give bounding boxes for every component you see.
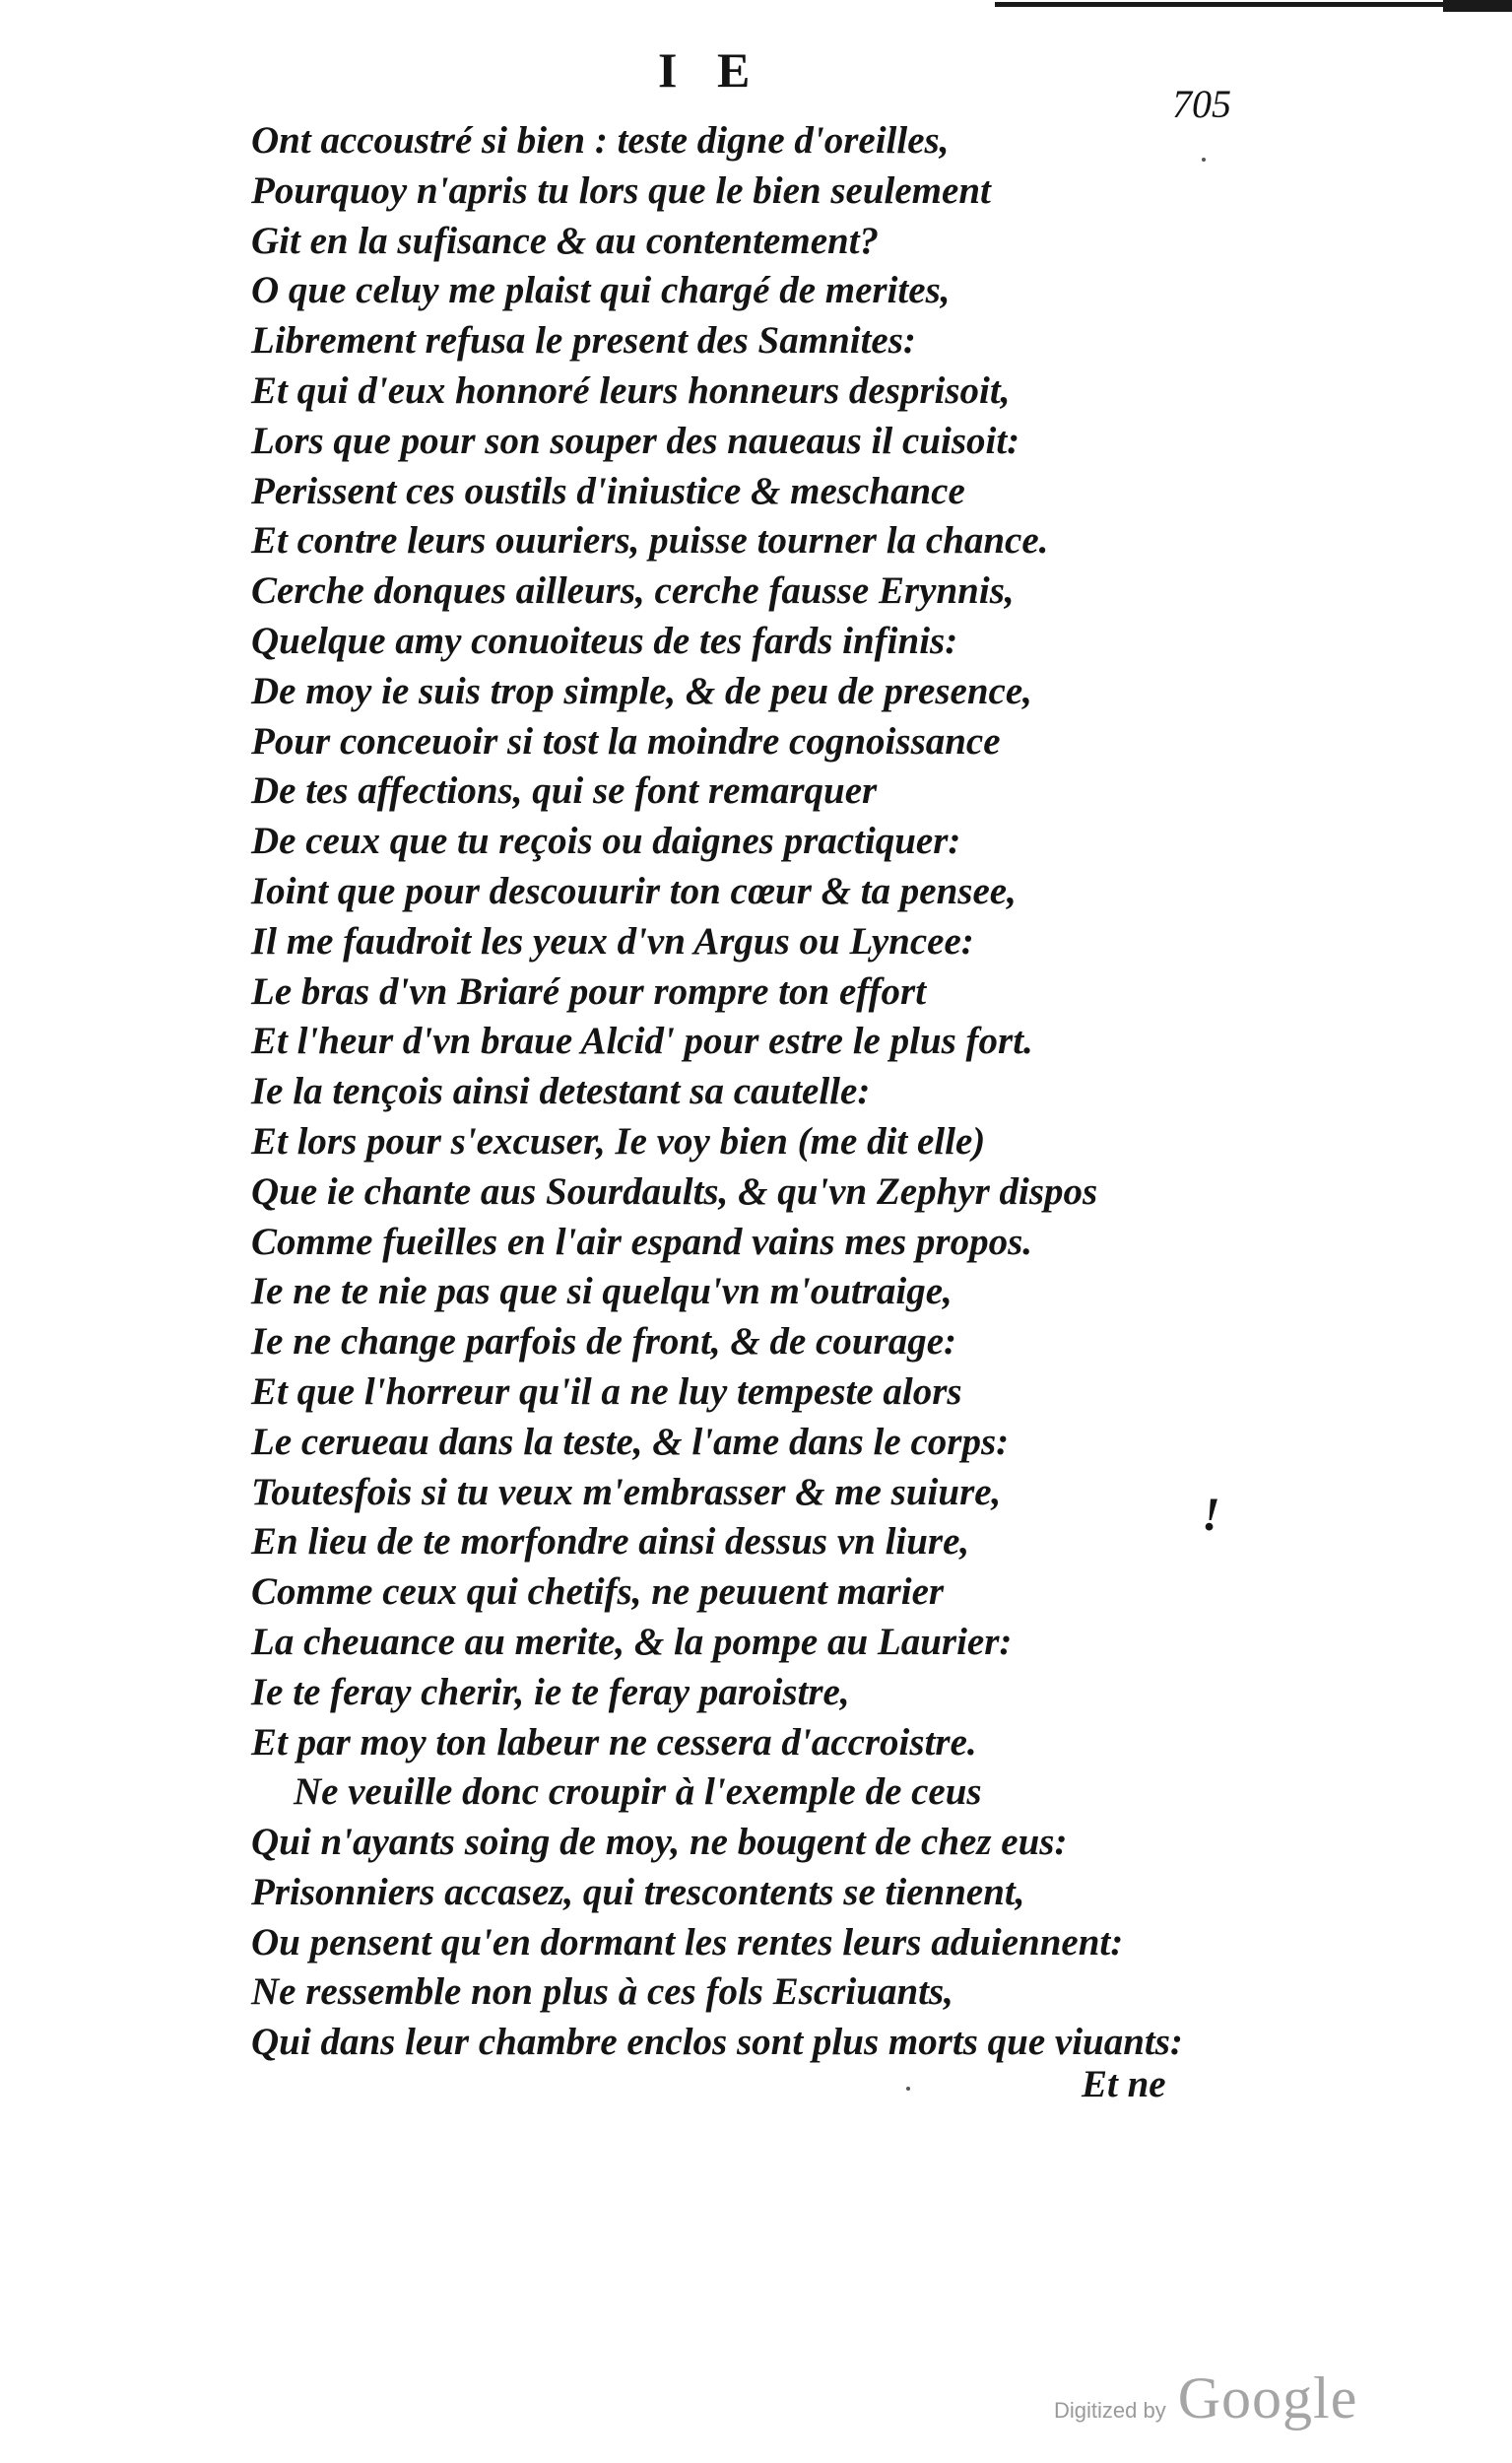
running-header: I E: [658, 42, 764, 98]
watermark-prefix: Digitized by: [1054, 2398, 1166, 2423]
poem-line: Comme fueilles en l'air espand vains mes propos.: [251, 1220, 1033, 1263]
poem-line: Cerche donques ailleurs, cerche fausse Erynnis,: [251, 569, 1015, 613]
poem-line: Qui dans leur chambre enclos sont plus morts que viuants:: [251, 2021, 1183, 2064]
poem-line: Et lors pour s'excuser, Ie voy bien (me dit elle): [251, 1119, 986, 1163]
poem-line: Quelque amy conuoiteus de tes fards infinis:: [251, 619, 958, 662]
poem-line: Pour conceuoir si tost la moindre cognoissance: [251, 719, 1001, 763]
poem-line: De tes affections, qui se font remarquer: [251, 769, 878, 813]
poem-line: Le cerueau dans la teste, & l'ame dans le corps:: [251, 1420, 1010, 1463]
poem-line: Qui n'ayants soing de moy, ne bougent de chez eus:: [251, 1821, 1068, 1864]
poem-text: [251, 116, 1295, 2068]
poem-line: Comme ceux qui chetifs, ne peuuent marier: [251, 1570, 945, 1614]
top-corner-shadow: [1443, 0, 1512, 12]
catchword: Et ne: [1082, 2063, 1166, 2105]
poem-line: Perissent ces oustils d'iniustice & meschance: [251, 469, 965, 512]
poem-line: Toutesfois si tu veux m'embrasser & me suiure,: [251, 1470, 1002, 1513]
poem-line: Ioint que pour descouurir ton cœur & ta pensee,: [251, 869, 1017, 912]
poem-line: Ne ressemble non plus à ces fols Escriuants,: [251, 1970, 953, 2014]
poem-line: Prisonniers accasez, qui trescontents se tiennent,: [251, 1870, 1025, 1913]
poem-line: Librement refusa le present des Samnites:: [251, 319, 916, 363]
poem-line: Ou pensent qu'en dormant les rentes leurs aduiennent:: [251, 1920, 1124, 1964]
poem-line: Et qui d'eux honnoré leurs honneurs desprisoit,: [251, 368, 1011, 412]
google-logo: Google: [1177, 2365, 1358, 2430]
poem-line: Il me faudroit les yeux d'vn Argus ou Lyncee:: [251, 919, 974, 963]
top-edge-rule: [995, 2, 1512, 7]
page-number: 705: [1172, 82, 1231, 126]
poem-line: Et l'heur d'vn braue Alcid' pour estre le plus fort.: [251, 1020, 1033, 1063]
poem-line: Lors que pour son souper des naueaus il cuisoit:: [251, 419, 1020, 462]
poem-line: La cheuance au merite, & la pompe au Laurier:: [251, 1620, 1013, 1663]
poem-line: Ie ne te nie pas que si quelqu'vn m'outraige,: [251, 1270, 953, 1313]
poem-line: Git en la sufisance & au contentement?: [251, 219, 880, 262]
poem-line: De ceux que tu reçois ou daignes practiquer:: [251, 820, 961, 863]
poem-line: O que celuy me plaist qui chargé de merites,: [251, 269, 951, 312]
speck: [1202, 158, 1206, 162]
poem-line: Ie la tençois ainsi detestant sa cautelle:: [251, 1070, 871, 1113]
poem-line: Que ie chante aus Sourdaults, & qu'vn Zephyr dispos: [251, 1169, 1098, 1213]
poem-line: Ie ne change parfois de front, & de courage:: [251, 1320, 957, 1364]
poem-line: En lieu de te morfondre ainsi dessus vn liure,: [251, 1520, 970, 1564]
poem-line: Et contre leurs ouuriers, puisse tourner la chance.: [251, 519, 1049, 563]
poem-line: Pourquoy n'apris tu lors que le bien seulement: [251, 168, 991, 212]
poem-line: Le bras d'vn Briaré pour rompre ton effort: [251, 969, 927, 1013]
poem-line: Ne veuille donc croupir à l'exemple de ceus: [294, 1770, 982, 1814]
poem-line: Ie te feray cherir, ie te feray paroistre,: [251, 1670, 850, 1713]
poem-line: Et que l'horreur qu'il a ne luy tempeste alors: [251, 1369, 962, 1413]
poem-line: Et par moy ton labeur ne cessera d'accroistre.: [251, 1720, 977, 1764]
margin-mark: !: [1202, 1489, 1220, 1541]
poem-line: De moy ie suis trop simple, & de peu de presence,: [251, 669, 1032, 712]
digitized-watermark: [1054, 2364, 1357, 2432]
poem-line: Ont accoustré si bien : teste digne d'oreilles,: [251, 119, 950, 162]
speck: [906, 2087, 910, 2091]
